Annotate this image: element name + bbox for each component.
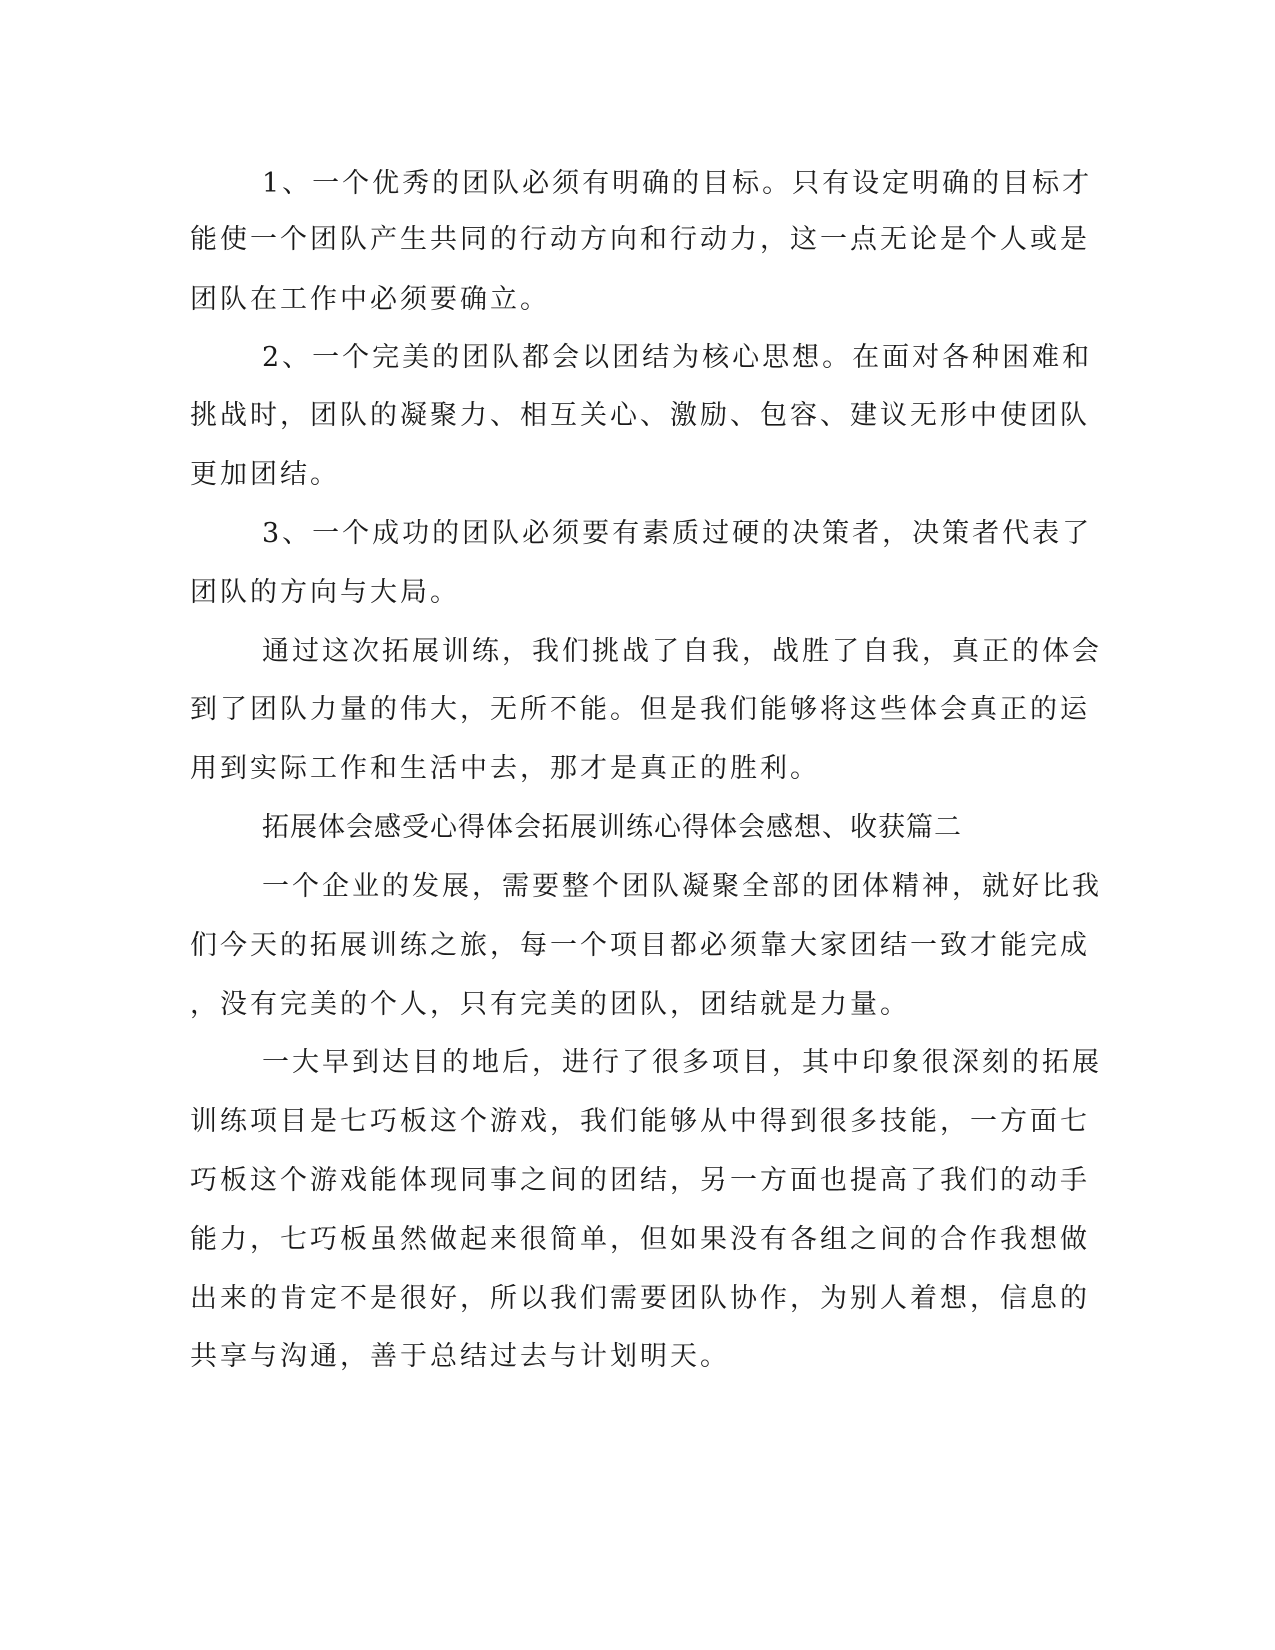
paragraph-5-line-3: ，没有完美的个人，只有完美的团队，团结就是力量。: [190, 989, 910, 1020]
paragraph-5-line-1: 一个企业的发展，需要整个团队凝聚全部的团体精神，就好比我: [262, 871, 1102, 902]
paragraph-4-line-3: 用到实际工作和生活中去，那才是真正的胜利。: [190, 753, 820, 784]
paragraph-6-line-5: 出来的肯定不是很好，所以我们需要团队协作，为别人着想，信息的: [190, 1283, 1090, 1314]
paragraph-1-line-3: 团队在工作中必须要确立。: [190, 284, 550, 315]
paragraph-6-line-6: 共享与沟通，善于总结过去与计划明天。: [190, 1341, 730, 1372]
paragraph-6-line-2: 训练项目是七巧板这个游戏，我们能够从中得到很多技能，一方面七: [190, 1106, 1090, 1137]
paragraph-1-line-2: 能使一个团队产生共同的行动方向和行动力，这一点无论是个人或是: [190, 224, 1090, 255]
paragraph-3-line-1: 3、一个成功的团队必须要有素质过硬的决策者，决策者代表了: [262, 518, 1093, 549]
paragraph-5-line-2: 们今天的拓展训练之旅，每一个项目都必须靠大家团结一致才能完成: [190, 930, 1090, 961]
section-heading: 拓展体会感受心得体会拓展训练心得体会感想、收获篇二: [262, 812, 962, 843]
paragraph-6-line-1: 一大早到达目的地后，进行了很多项目，其中印象很深刻的拓展: [262, 1047, 1102, 1078]
paragraph-6-line-4: 能力，七巧板虽然做起来很简单，但如果没有各组之间的合作我想做: [190, 1224, 1090, 1255]
paragraph-3-line-2: 团队的方向与大局。: [190, 577, 460, 608]
paragraph-2-line-2: 挑战时，团队的凝聚力、相互关心、激励、包容、建议无形中使团队: [190, 400, 1090, 431]
paragraph-4-line-1: 通过这次拓展训练，我们挑战了自我，战胜了自我，真正的体会: [262, 636, 1102, 667]
paragraph-2-line-1: 2、一个完美的团队都会以团结为核心思想。在面对各种困难和: [262, 342, 1093, 373]
paragraph-2-line-3: 更加团结。: [190, 459, 340, 490]
paragraph-1-line-1: 1、一个优秀的团队必须有明确的目标。只有设定明确的目标才: [262, 168, 1093, 199]
paragraph-6-line-3: 巧板这个游戏能体现同事之间的团结，另一方面也提高了我们的动手: [190, 1165, 1090, 1196]
paragraph-4-line-2: 到了团队力量的伟大，无所不能。但是我们能够将这些体会真正的运: [190, 694, 1090, 725]
